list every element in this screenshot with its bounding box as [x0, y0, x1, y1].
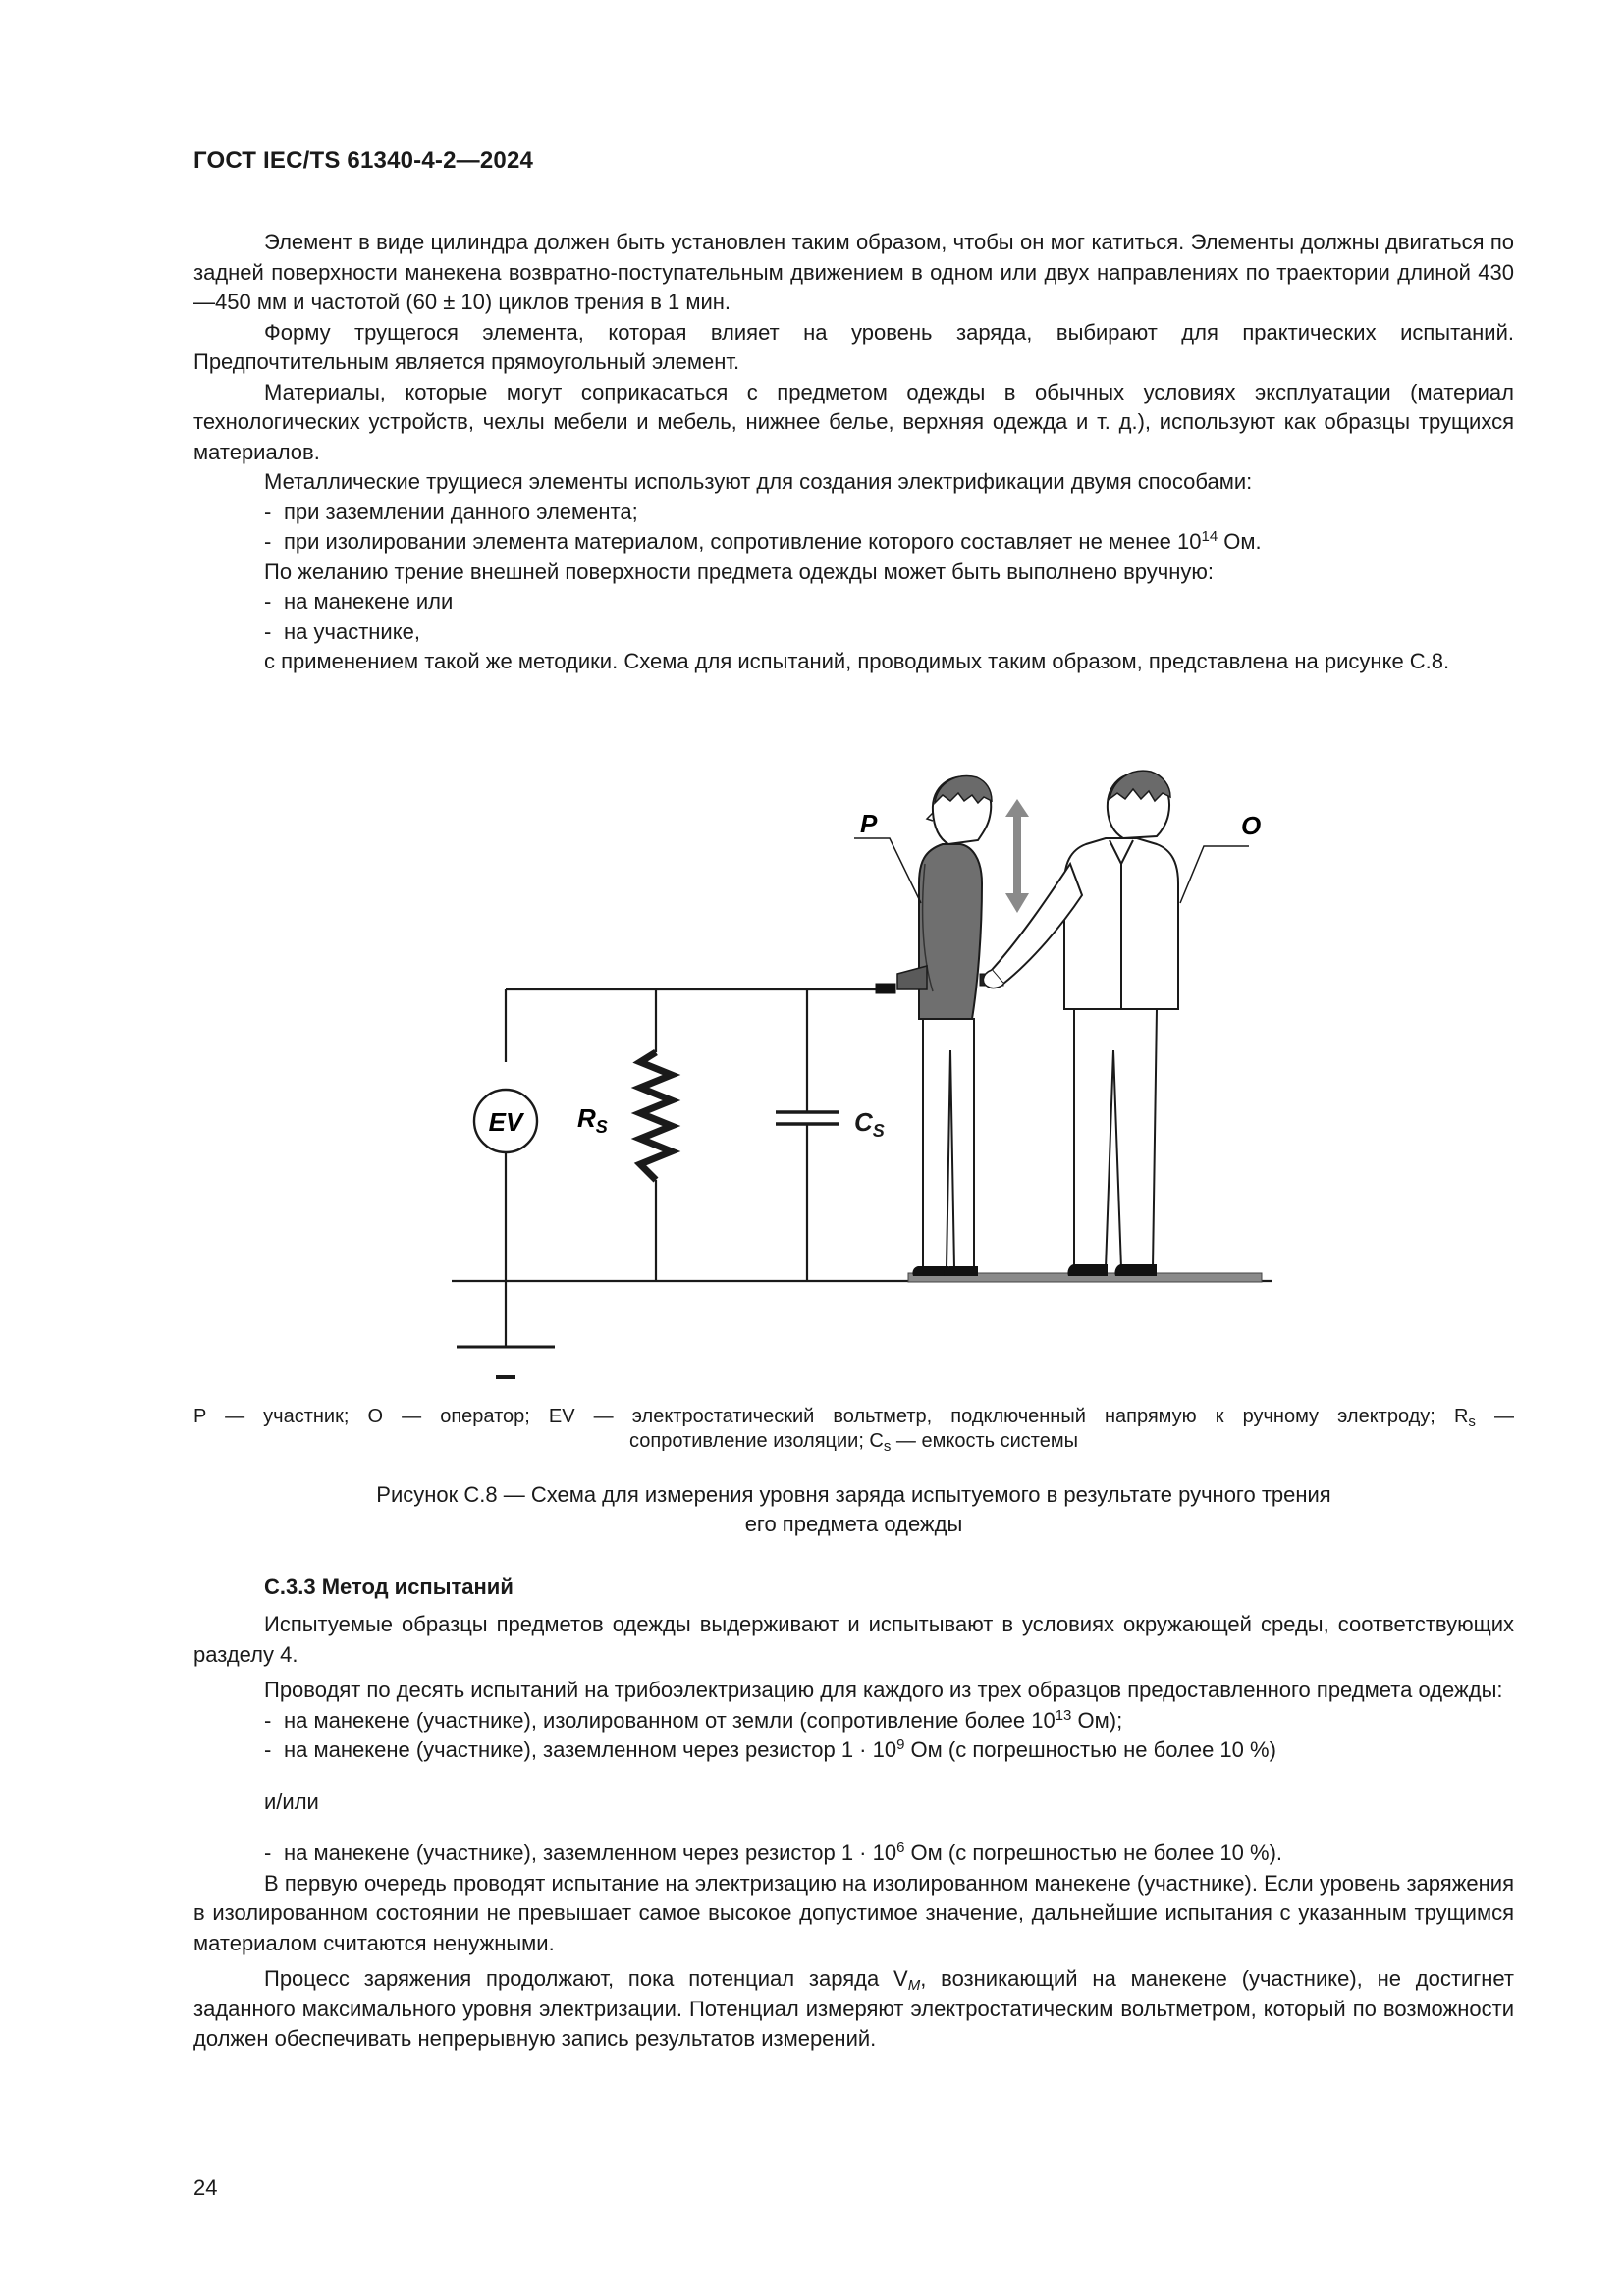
section-text-block [193, 1610, 1514, 2055]
paragraph: Форму трущегося элемента, которая влияет на уровень заряда, выбирают для практических испытаний. Предпочтительным является прямоугольный элемент. [193, 319, 1514, 374]
participant-label: P [860, 809, 878, 838]
resistor-label: $R_S$ [577, 1103, 608, 1137]
list-item: - на манекене или [264, 589, 454, 614]
voltmeter-symbol [474, 1090, 537, 1152]
paragraph: Материалы, которые могут соприкасаться с предметом одежды в обычных условиях эксплуатации (материал технологических устройств, чехлы мебели и мебель, нижнее белье, верхняя одежда и т. д.), используют как образцы трущихся материалов. [193, 379, 1514, 464]
hand-electrode [876, 984, 895, 993]
paragraph: Металлические трущиеся элементы используют для создания электрификации двумя способами: [264, 469, 1253, 494]
paragraph: По желанию трение внешней поверхности предмета одежды может быть выполнено вручную: [264, 559, 1214, 584]
capacitor-label: $C_S$ [854, 1107, 885, 1141]
document-header: ГОСТ IEC/TS 61340-4-2—2024 [193, 147, 534, 174]
list-item: - на манекене (участнике), изолированном от земли (сопротивление более $10^{13}$ Ом); [264, 1706, 1123, 1733]
test-setup-figure [422, 756, 1306, 1394]
resistor-symbol [577, 1052, 672, 1180]
motion-arrow [1005, 799, 1029, 913]
paragraph: Процесс заряжения продолжают, пока потенциал заряда $V_M$, возникающий на манекене (участнике), не достигнет заданного максимального уровня электризации. Потенциал измеряют электростатическим вольтметром, который по возможности должен обеспечивать непрерывную запись результатов измерений. [193, 1966, 1514, 2051]
figure-caption: Рисунок С.8 — Схема для измерения уровня заряда испытуемого в результате ручного трения его предмета одежды [376, 1482, 1331, 1536]
intro-text-block [193, 228, 1514, 677]
paragraph: В первую очередь проводят испытание на электризацию на изолированном манекене (участнике). Если уровень заряжения в изолированном состоянии не превышает самое высокое допустимое значение, дальнейшие испытания с указанным трущимся материалом считаются ненужными. [193, 1870, 1514, 1955]
list-item: - на участнике, [264, 618, 420, 644]
ground-symbol [457, 1347, 555, 1377]
list-item: - при изолировании элемента материалом, сопротивление которого составляет не менее $10^{14}$ Ом. [264, 528, 1262, 554]
operator-label: O [1241, 811, 1262, 840]
figure-legend [193, 1405, 1514, 1454]
page-number: 24 [193, 2175, 218, 2200]
voltmeter-label: EV [488, 1107, 523, 1137]
paragraph: Элемент в виде цилиндра должен быть установлен таким образом, чтобы он мог катиться. Элементы должны двигаться по задней поверхности манекена возвратно-поступательным движением в одном или двух направлениях по траектории длиной 430—450 мм и частотой (60 ± 10) циклов трения в 1 мин. [193, 230, 1514, 314]
legend-line-1: P — участник; O — оператор; EV — электростатический вольтметр, подключенный напрямую к ручному электроду; $R_s$ — [193, 1406, 1514, 1430]
paragraph: Испытуемые образцы предметов одежды выдерживают и испытывают в условиях окружающей среды, соответствующих разделу 4. [193, 1612, 1514, 1667]
paragraph: с применением такой же методики. Схема для испытаний, проводимых таким образом, представлена на рисунке С.8. [264, 649, 1450, 673]
section-title: С.3.3 Метод испытаний [264, 1575, 514, 1599]
or-text: и/или [264, 1789, 319, 1814]
list-item: - при заземлении данного элемента; [264, 499, 638, 524]
paragraph: Проводят по десять испытаний на трибоэлектризацию для каждого из трех образцов предоставленного предмета одежды: [264, 1678, 1503, 1702]
legend-line-2: сопротивление изоляции; $C_s$ — емкость системы [629, 1430, 1078, 1455]
list-item: - на манекене (участнике), заземленном через резистор $1 \cdot 10^9$ Ом (с погрешностью не более 10 %) [264, 1736, 1276, 1762]
operator-figure [983, 771, 1178, 1276]
list-item: - на манекене (участнике), заземленном через резистор $1 \cdot 10^6$ Ом (с погрешностью не более 10 %). [264, 1840, 1283, 1865]
capacitor-symbol [776, 1107, 885, 1141]
